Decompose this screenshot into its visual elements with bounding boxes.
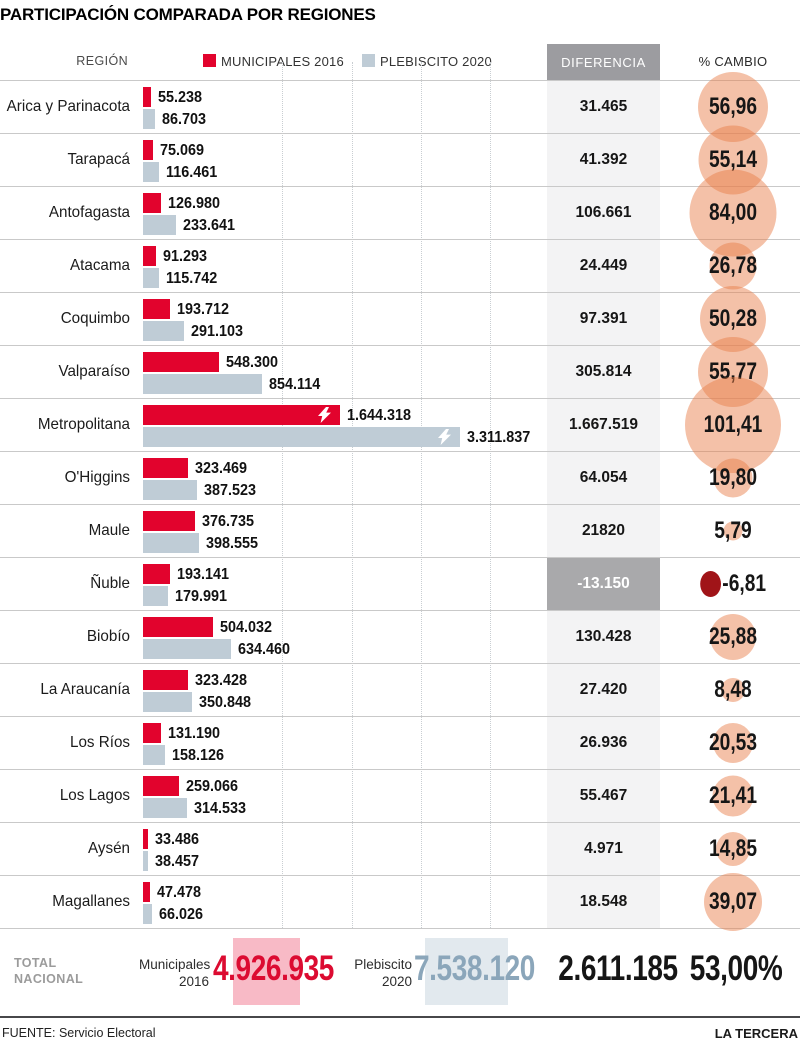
cambio-value: 55,14 <box>708 146 758 173</box>
bar-municipales-2016 <box>143 458 188 478</box>
cambio-cell <box>679 717 787 769</box>
cambio-cell <box>679 770 787 822</box>
bar-municipales-2016 <box>143 405 340 425</box>
legend-swatch-plebiscito <box>362 54 375 67</box>
bar-value-municipales: 131.190 <box>168 725 221 742</box>
region-row <box>0 187 800 240</box>
region-label: Valparaíso <box>58 363 130 380</box>
bar-plebiscito-2020 <box>143 798 187 818</box>
bar-break-icon <box>318 407 331 423</box>
bar-value-municipales: 33.486 <box>155 831 200 848</box>
region-row <box>0 611 800 664</box>
bar-plebiscito-2020 <box>143 268 159 288</box>
diferencia-cell: 1.667.519 <box>569 416 638 433</box>
bar-municipales-2016 <box>143 87 151 107</box>
bar-plebiscito-2020 <box>143 586 168 606</box>
bar-value-plebiscito: 291.103 <box>191 323 244 340</box>
region-row <box>0 558 800 611</box>
region-label: Magallanes <box>52 893 131 910</box>
diferencia-cell: 24.449 <box>579 257 628 274</box>
region-label: Arica y Parinacota <box>6 98 130 115</box>
bar-municipales-2016 <box>143 617 213 637</box>
diferencia-cell: 4.971 <box>584 840 623 857</box>
bar-plebiscito-2020 <box>143 162 159 182</box>
cambio-value: 84,00 <box>708 199 758 226</box>
bar-municipales-2016 <box>143 352 219 372</box>
cambio-cell <box>679 240 787 292</box>
bar-value-municipales: 1.644.318 <box>347 407 412 424</box>
cambio-value: 14,85 <box>708 835 758 862</box>
diferencia-cell: 64.054 <box>579 469 628 486</box>
cambio-value: 8,48 <box>714 676 752 703</box>
cambio-cell <box>679 452 787 504</box>
diferencia-cell: 21820 <box>581 522 626 539</box>
bar-value-municipales: 75.069 <box>160 142 205 159</box>
cambio-value: 101,41 <box>703 411 763 438</box>
bar-plebiscito-2020 <box>143 480 197 500</box>
bar-plebiscito-2020 <box>143 427 460 447</box>
cambio-value: 56,96 <box>708 93 758 120</box>
bar-value-plebiscito: 314.533 <box>194 800 247 817</box>
region-label: Tarapacá <box>67 151 130 168</box>
cambio-value: 50,28 <box>708 305 758 332</box>
diferencia-cell: 130.428 <box>575 628 632 645</box>
cambio-value: 25,88 <box>708 623 758 650</box>
diferencia-cell: 27.420 <box>579 681 628 698</box>
bar-value-municipales: 126.980 <box>168 195 221 212</box>
diferencia-cell: 97.391 <box>579 310 628 327</box>
bar-value-plebiscito: 158.126 <box>172 747 225 764</box>
bar-value-plebiscito: 398.555 <box>206 535 259 552</box>
region-label: Aysén <box>88 840 130 857</box>
cambio-value: -6,81 <box>690 558 776 610</box>
bar-value-municipales: 259.066 <box>186 778 239 795</box>
bar-plebiscito-2020 <box>143 321 184 341</box>
brand-credit: LA TERCERA <box>714 1026 798 1041</box>
bar-municipales-2016 <box>143 193 161 213</box>
diferencia-cell: 106.661 <box>575 204 632 221</box>
bar-plebiscito-2020 <box>143 851 148 871</box>
bar-plebiscito-2020 <box>143 109 155 129</box>
total-value-plebiscito: 7.538.120 <box>414 949 535 988</box>
region-row <box>0 770 800 823</box>
cambio-cell <box>679 505 787 557</box>
region-label: Metropolitana <box>37 416 130 433</box>
diferencia-cell: 31.465 <box>579 98 628 115</box>
cambio-value: 39,07 <box>708 888 758 915</box>
cambio-cell <box>679 399 787 451</box>
bar-value-municipales: 548.300 <box>226 354 279 371</box>
bar-municipales-2016 <box>143 246 156 266</box>
total-label-plebiscito: Plebiscito 2020 <box>354 957 412 989</box>
region-row <box>0 240 800 293</box>
bar-plebiscito-2020 <box>143 533 199 553</box>
source-credit: FUENTE: Servicio Electoral <box>2 1026 156 1040</box>
region-label: Biobío <box>86 628 130 645</box>
region-row <box>0 134 800 187</box>
total-label-municipales: Municipales 2016 <box>139 957 211 989</box>
bar-plebiscito-2020 <box>143 639 231 659</box>
region-row <box>0 399 800 452</box>
cambio-cell <box>679 611 787 663</box>
bar-municipales-2016 <box>143 882 150 902</box>
region-row <box>0 293 800 346</box>
cambio-cell <box>679 187 787 239</box>
region-label: Maule <box>88 522 130 539</box>
bar-municipales-2016 <box>143 511 195 531</box>
footer-rule <box>0 1016 800 1018</box>
bar-value-plebiscito: 634.460 <box>238 641 291 658</box>
bar-municipales-2016 <box>143 299 170 319</box>
legend-label-plebiscito: PLEBISCITO 2020 <box>380 54 492 69</box>
bar-break-icon <box>438 429 451 445</box>
bar-value-plebiscito: 115.742 <box>166 270 218 287</box>
cambio-cell <box>679 823 787 875</box>
region-label: Atacama <box>70 257 130 274</box>
total-value-municipales: 4.926.935 <box>213 949 334 988</box>
bar-value-municipales: 504.032 <box>220 619 273 636</box>
region-label: O'Higgins <box>64 469 130 486</box>
cambio-cell <box>679 876 787 928</box>
column-header-cambio: % CAMBIO <box>698 54 768 69</box>
column-header-diferencia: DIFERENCIA <box>547 44 660 80</box>
cambio-cell <box>679 664 787 716</box>
bar-plebiscito-2020 <box>143 374 262 394</box>
region-label: Los Lagos <box>59 787 131 804</box>
region-label: La Araucanía <box>40 681 130 698</box>
bar-value-municipales: 323.469 <box>195 460 248 477</box>
diferencia-cell: -13.150 <box>547 558 660 610</box>
region-row <box>0 664 800 717</box>
bar-value-plebiscito: 86.703 <box>162 111 207 128</box>
bar-value-plebiscito: 116.461 <box>166 164 218 181</box>
legend-label-municipales: MUNICIPALES 2016 <box>221 54 344 69</box>
bar-municipales-2016 <box>143 670 188 690</box>
cambio-value: 55,77 <box>708 358 758 385</box>
region-row <box>0 823 800 876</box>
diferencia-cell: 305.814 <box>575 363 632 380</box>
diferencia-cell: 26.936 <box>579 734 628 751</box>
bar-municipales-2016 <box>143 829 148 849</box>
bar-value-plebiscito: 854.114 <box>269 376 321 393</box>
total-value-cambio: 53,00% <box>689 949 783 988</box>
total-value-diferencia: 2.611.185 <box>558 949 678 988</box>
bar-municipales-2016 <box>143 564 170 584</box>
chart-rows <box>0 80 800 929</box>
page-title: PARTICIPACIÓN COMPARADA POR REGIONES <box>0 5 376 24</box>
region-row <box>0 346 800 399</box>
region-label: Los Ríos <box>70 734 130 751</box>
region-label: Antofagasta <box>48 204 131 221</box>
bar-value-municipales: 193.141 <box>177 566 230 583</box>
cambio-cell <box>679 558 787 610</box>
bar-municipales-2016 <box>143 140 153 160</box>
diferencia-cell: 18.548 <box>579 893 628 910</box>
cambio-value: 26,78 <box>708 252 758 279</box>
diferencia-cell: 55.467 <box>579 787 628 804</box>
bar-value-municipales: 55.238 <box>158 89 203 106</box>
region-row <box>0 505 800 558</box>
bar-value-plebiscito: 38.457 <box>155 853 200 870</box>
bar-plebiscito-2020 <box>143 692 192 712</box>
bar-value-municipales: 193.712 <box>177 301 230 318</box>
region-row <box>0 876 800 929</box>
bar-value-plebiscito: 179.991 <box>175 588 228 605</box>
cambio-value: 19,80 <box>708 464 758 491</box>
bar-plebiscito-2020 <box>143 904 152 924</box>
bar-value-plebiscito: 66.026 <box>159 906 204 923</box>
bar-value-municipales: 91.293 <box>163 248 208 265</box>
region-row <box>0 81 800 134</box>
region-label: Coquimbo <box>60 310 130 327</box>
bar-municipales-2016 <box>143 776 179 796</box>
bar-municipales-2016 <box>143 723 161 743</box>
bar-plebiscito-2020 <box>143 215 176 235</box>
legend-swatch-municipales <box>203 54 216 67</box>
bar-value-municipales: 47.478 <box>157 884 202 901</box>
bar-value-plebiscito: 350.848 <box>199 694 252 711</box>
negative-cambio-circle <box>700 571 721 597</box>
bar-value-plebiscito: 387.523 <box>204 482 257 499</box>
bar-value-municipales: 323.428 <box>195 672 248 689</box>
cambio-value: 21,41 <box>708 782 758 809</box>
column-header-region: REGIÓN <box>76 54 128 68</box>
region-label: Ñuble <box>90 575 130 592</box>
bar-value-municipales: 376.735 <box>202 513 255 530</box>
cambio-value: 20,53 <box>708 729 758 756</box>
bar-plebiscito-2020 <box>143 745 165 765</box>
region-row <box>0 717 800 770</box>
total-heading: TOTAL NACIONAL <box>14 956 84 986</box>
region-row <box>0 452 800 505</box>
diferencia-cell: 41.392 <box>579 151 628 168</box>
bar-value-plebiscito: 233.641 <box>183 217 236 234</box>
bar-value-plebiscito: 3.311.837 <box>467 429 531 446</box>
cambio-value: 5,79 <box>714 517 752 544</box>
